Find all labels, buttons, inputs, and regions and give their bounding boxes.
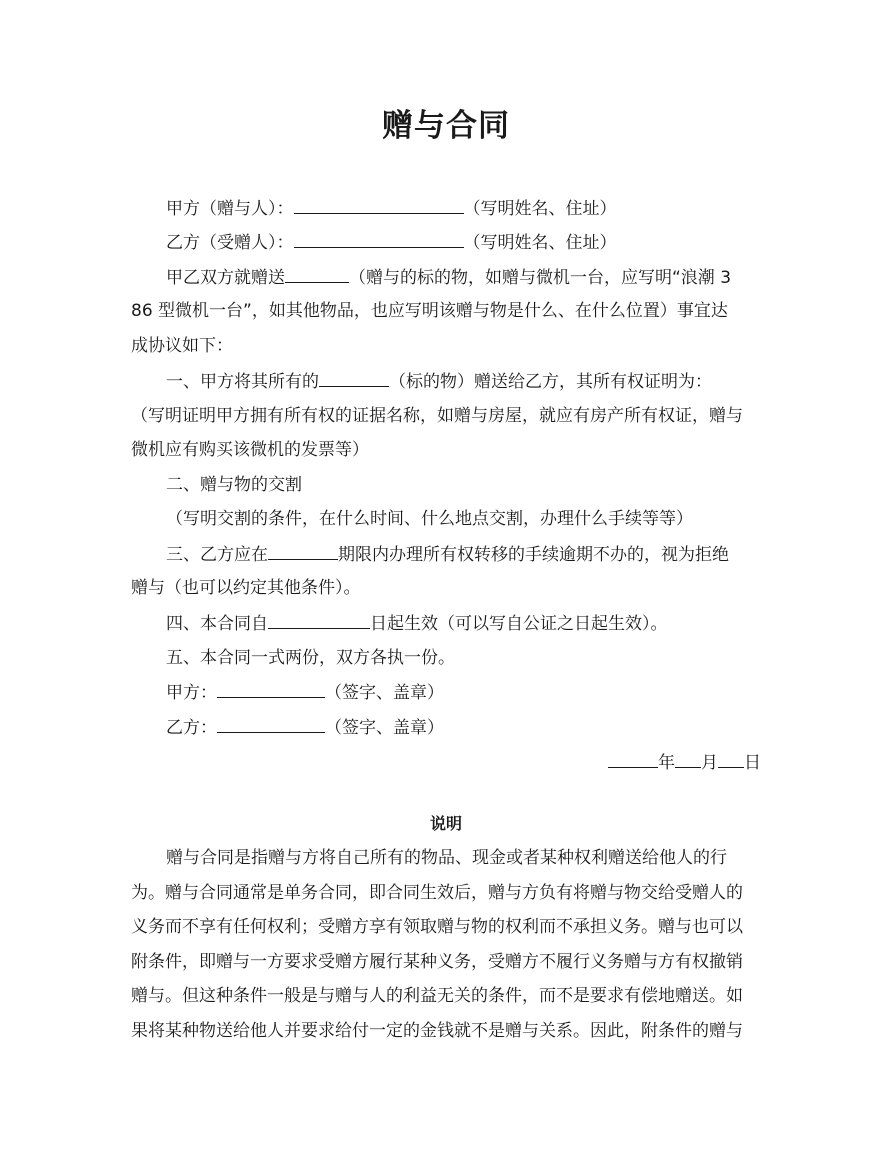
party-b-blank xyxy=(294,230,464,248)
party-a-line xyxy=(166,196,617,221)
gift-item-blank xyxy=(285,265,349,283)
clause-1-line-2: （写明证明甲方拥有所有权的证据名称，如赠与房屋，就应有房产所有权证，赠与 xyxy=(131,406,743,426)
sign-b-label: 乙方： xyxy=(166,718,217,738)
sign-a-line xyxy=(166,680,444,705)
sign-a-label: 甲方： xyxy=(166,683,217,703)
clause-3-line-1 xyxy=(166,542,729,567)
clause-3-line-2: 赠与（也可以约定其他条件）。 xyxy=(131,578,361,598)
year-blank xyxy=(608,750,658,768)
explanation-line: 为。赠与合同通常是单务合同，即合同生效后，赠与方负有将赠与物交给受赠人的 xyxy=(131,883,743,903)
party-a-blank xyxy=(294,196,464,214)
sign-b-line xyxy=(166,715,444,740)
clause-2-note: （写明交割的条件，在什么时间、什么地点交割，办理什么手续等等） xyxy=(166,509,693,529)
clause-3-blank xyxy=(268,542,338,560)
clause-1-line-3: 微机应有购买该微机的发票等） xyxy=(131,440,369,460)
clause-4-suffix: 日起生效（可以写自公证之日起生效）。 xyxy=(370,614,668,634)
clause-2: 二、赠与物的交割 xyxy=(166,475,302,495)
explanation-line: 赠与。但这种条件一般是与赠与人的利益无关的条件，而不是要求有偿地赠送。如 xyxy=(131,986,743,1006)
explanation-line: 果将某种物送给他人并要求给付一定的金钱就不是赠与关系。因此，附条件的赠与 xyxy=(131,1021,743,1041)
clause-1-line-1 xyxy=(166,369,712,394)
sign-b-blank xyxy=(217,715,325,733)
explanation-line: 义务而不享有任何权利；受赠方享有领取赠与物的权利而不承担义务。赠与也可以 xyxy=(131,917,743,937)
sign-b-note: （签字、盖章） xyxy=(325,718,444,738)
sign-a-note: （签字、盖章） xyxy=(325,683,444,703)
explanation-heading: 说明 xyxy=(429,814,462,833)
party-b-label: 乙方（受赠人）： xyxy=(166,233,294,253)
clause-4-blank xyxy=(268,611,370,629)
party-b-note: （写明姓名、住址） xyxy=(463,233,617,253)
explanation-line: 赠与合同是指赠与方将自己所有的物品、现金或者某种权利赠送给他人的行 xyxy=(166,848,727,868)
intro-line-2: 86 型微机一台”，如其他物品，也应写明该赠与物是什么、在什么位置）事宜达 xyxy=(131,301,728,321)
day-label: 日 xyxy=(744,753,761,773)
page-title: 赠与合同 xyxy=(382,108,510,144)
intro-line-1 xyxy=(166,265,731,290)
party-a-note: （写明姓名、住址） xyxy=(463,199,617,219)
month-blank xyxy=(675,750,701,768)
clause-1-blank xyxy=(319,369,389,387)
party-b-line xyxy=(166,230,617,255)
clause-3-prefix: 三、乙方应在 xyxy=(166,545,268,565)
clause-4-prefix: 四、本合同自 xyxy=(166,614,268,634)
sign-a-blank xyxy=(217,680,325,698)
intro-suffix: （赠与的标的物，如赠与微机一台，应写明“浪潮 3 xyxy=(349,268,732,288)
clause-1-prefix: 一、甲方将其所有的 xyxy=(166,372,319,392)
date-line xyxy=(608,750,761,775)
clause-4 xyxy=(166,611,668,636)
clause-3-suffix: 期限内办理所有权转移的手续逾期不办的，视为拒绝 xyxy=(338,545,729,565)
month-label: 月 xyxy=(701,753,718,773)
clause-1-suffix: （标的物）赠送给乙方，其所有权证明为： xyxy=(389,372,712,392)
explanation-line: 附条件，即赠与一方要求受赠方履行某种义务，受赠方不履行义务赠与方有权撤销 xyxy=(131,952,743,972)
clause-5: 五、本合同一式两份，双方各执一份。 xyxy=(166,648,455,668)
intro-line-3: 成协议如下： xyxy=(131,336,233,356)
intro-prefix: 甲乙双方就赠送 xyxy=(166,268,285,288)
day-blank xyxy=(718,750,744,768)
party-a-label: 甲方（赠与人）： xyxy=(166,199,294,219)
year-label: 年 xyxy=(658,753,675,773)
